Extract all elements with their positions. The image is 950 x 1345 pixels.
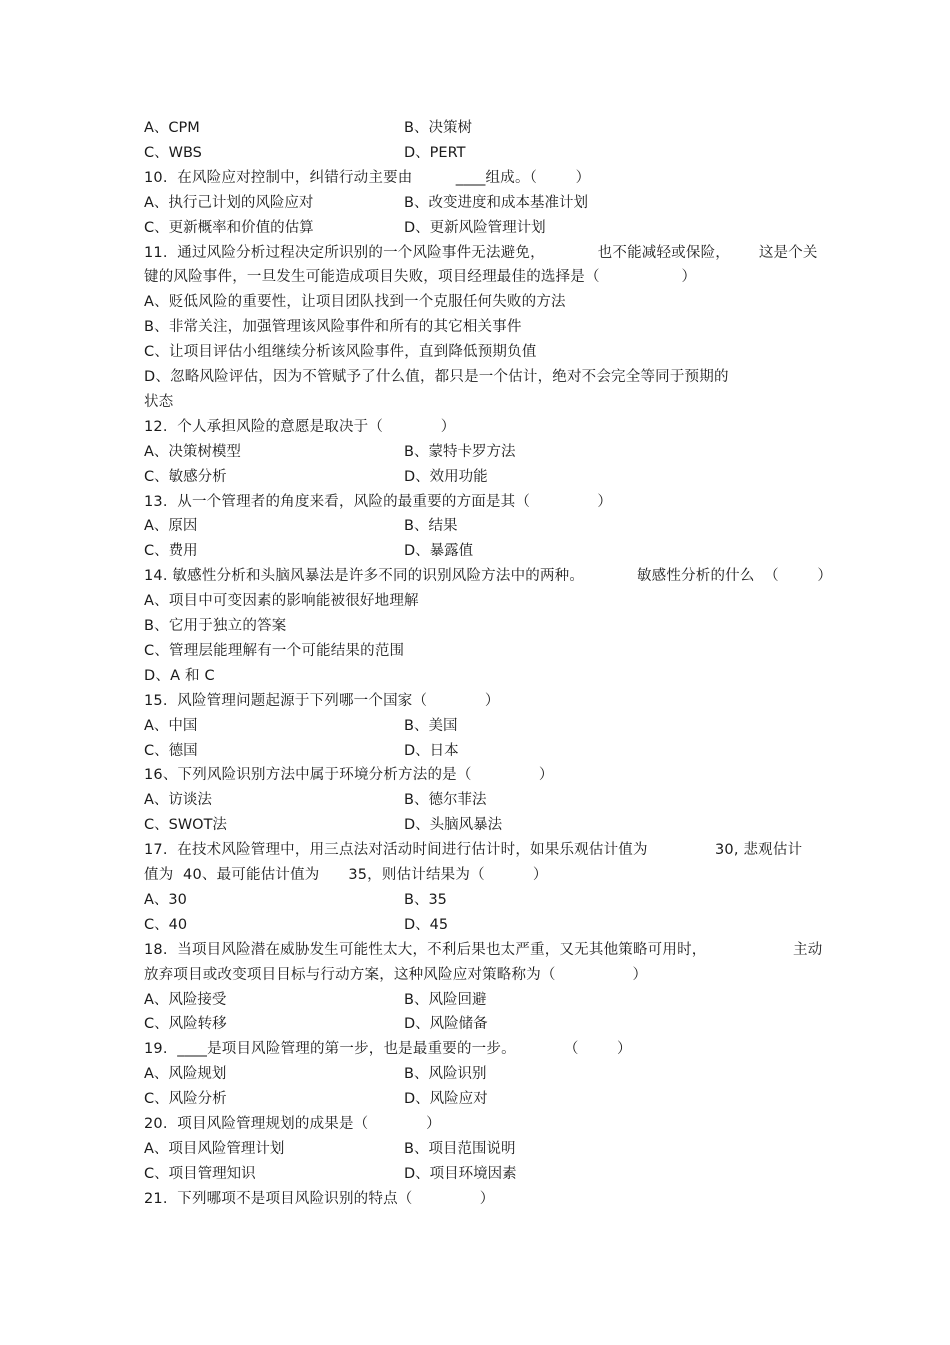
option-left: A、CPM [144, 120, 200, 136]
option-right: D、更新风险管理计划 [404, 220, 546, 236]
text-line: 12. 个人承担风险的意愿是取决于（ ） [144, 419, 456, 435]
option-left: A、原因 [144, 518, 198, 534]
text-line: 11. 通过风险分析过程决定所识别的一个风险事件无法避免， 也不能减轻或保险， 这是个关 [144, 245, 818, 261]
option-left: A、风险接受 [144, 992, 227, 1008]
option-right: D、PERT [404, 145, 466, 161]
text-line: 17. 在技术风险管理中，用三点法对活动时间进行估计时，如果乐观估计值为 30, 悲观估计 [144, 842, 803, 858]
option-right: B、风险回避 [404, 992, 487, 1008]
option-left: A、中国 [144, 718, 198, 734]
text-line: 19. ____是项目风险管理的第一步，也是最重要的一步。 （ ） [144, 1041, 632, 1057]
option-right: D、日本 [404, 743, 459, 759]
text-line: B、它用于独立的答案 [144, 618, 287, 634]
option-right: B、决策树 [404, 120, 472, 136]
text-line: C、让项目评估小组继续分析该风险事件，直到降低预期负值 [144, 344, 537, 360]
option-right: D、项目环境因素 [404, 1166, 517, 1182]
text-line: 13. 从一个管理者的角度来看，风险的最重要的方面是其（ ） [144, 494, 613, 510]
text-line: 21. 下列哪项不是项目风险识别的特点（ ） [144, 1191, 495, 1207]
option-right: D、效用功能 [404, 469, 488, 485]
option-left: C、费用 [144, 543, 198, 559]
option-right: D、风险储备 [404, 1016, 488, 1032]
text-line: 14. 敏感性分析和头脑风暴法是许多不同的识别风险方法中的两种。 敏感性分析的什么 （ ） [144, 568, 833, 584]
text-line: 20. 项目风险管理规划的成果是（ ） [144, 1116, 441, 1132]
option-right: B、项目范围说明 [404, 1141, 516, 1157]
option-right: B、德尔菲法 [404, 792, 487, 808]
option-left: C、更新概率和价值的估算 [144, 220, 314, 236]
option-left: C、项目管理知识 [144, 1166, 256, 1182]
option-left: A、访谈法 [144, 792, 212, 808]
option-left: A、执行己计划的风险应对 [144, 195, 314, 211]
option-left: C、风险分析 [144, 1091, 227, 1107]
text-line: 15. 风险管理问题起源于下列哪一个国家（ ） [144, 693, 500, 709]
option-left: A、风险规划 [144, 1066, 227, 1082]
text-line: 键的风险事件，一旦发生可能造成项目失败，项目经理最佳的选择是（ ） [144, 269, 697, 285]
option-right: D、45 [404, 917, 449, 933]
text-line: D、忽略风险评估，因为不管赋予了什么值，都只是一个估计，绝对不会完全等同于预期的 [144, 369, 729, 385]
option-right: B、结果 [404, 518, 458, 534]
option-left: A、决策树模型 [144, 444, 241, 460]
option-left: C、40 [144, 917, 188, 933]
option-left: C、风险转移 [144, 1016, 227, 1032]
option-left: C、SWOT法 [144, 817, 227, 833]
text-line: 值为 40、最可能估计值为 35，则估计结果为（ ） [144, 867, 548, 883]
option-right: B、风险识别 [404, 1066, 487, 1082]
text-line: 10. 在风险应对控制中，纠错行动主要由 ____组成。（ ） [144, 170, 591, 186]
option-left: C、德国 [144, 743, 198, 759]
text-line: 18. 当项目风险潜在威胁发生可能性太大，不利后果也太严重，又无其他策略可用时， 主动 [144, 942, 823, 958]
text-line: 放弃项目或改变项目目标与行动方案，这种风险应对策略称为（ ） [144, 967, 648, 983]
text-line: 状态 [144, 394, 174, 410]
text-line: A、贬低风险的重要性，让项目团队找到一个克服任何失败的方法 [144, 294, 566, 310]
option-right: B、美国 [404, 718, 458, 734]
text-line: 16、下列风险识别方法中属于环境分析方法的是（ ） [144, 767, 554, 783]
option-left: C、敏感分析 [144, 469, 227, 485]
text-line: C、管理层能理解有一个可能结果的范围 [144, 643, 405, 659]
text-line: A、项目中可变因素的影响能被很好地理解 [144, 593, 419, 609]
option-right: B、35 [404, 892, 447, 908]
option-left: A、30 [144, 892, 187, 908]
option-right: D、暴露值 [404, 543, 474, 559]
option-left: C、WBS [144, 145, 202, 161]
option-right: D、头脑风暴法 [404, 817, 503, 833]
option-right: D、风险应对 [404, 1091, 488, 1107]
text-line: D、A 和 C [144, 668, 215, 684]
option-left: A、项目风险管理计划 [144, 1141, 285, 1157]
option-right: B、改变进度和成本基准计划 [404, 195, 588, 211]
text-line: B、非常关注，加强管理该风险事件和所有的其它相关事件 [144, 319, 522, 335]
option-right: B、蒙特卡罗方法 [404, 444, 516, 460]
